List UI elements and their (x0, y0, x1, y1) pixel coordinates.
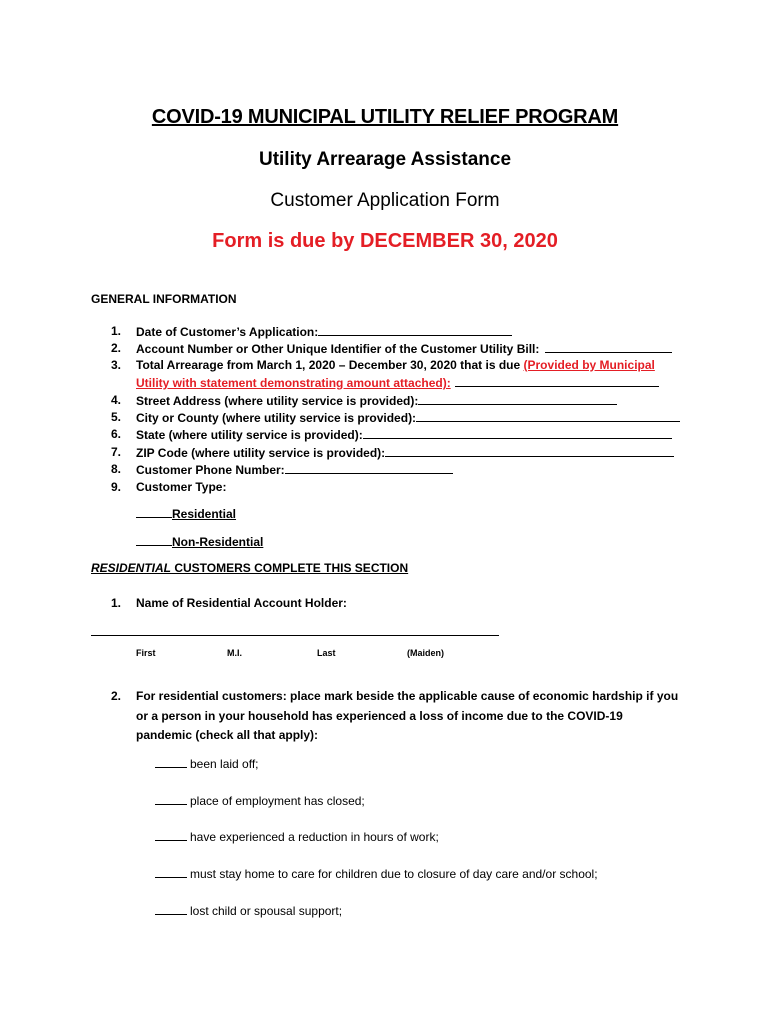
residential-section-heading (91, 561, 408, 575)
hardship-checkbox[interactable] (155, 829, 187, 841)
question-number: 2. (111, 689, 122, 703)
item-number: 2. (111, 341, 122, 355)
account-holder-label: Name of Residential Account Holder: (136, 596, 347, 610)
street-address-blank[interactable] (418, 393, 617, 405)
item-number: 4. (111, 393, 122, 407)
zip-code-blank[interactable] (385, 445, 674, 457)
hardship-option[interactable] (155, 793, 365, 808)
name-part-maiden: (Maiden) (407, 648, 444, 658)
residential-type-option[interactable] (136, 506, 236, 521)
program-title: COVID-19 MUNICIPAL UTILITY RELIEF PROGRAM (151, 106, 619, 128)
account-number-field[interactable] (136, 341, 672, 356)
application-date-field[interactable] (136, 324, 512, 339)
item-number: 7. (111, 445, 122, 459)
hardship-checkbox[interactable] (155, 793, 187, 805)
item-number: 9. (111, 480, 122, 494)
form-name: Customer Application Form (270, 190, 500, 211)
zip-code-field[interactable] (136, 445, 674, 460)
phone-number-field[interactable] (136, 462, 453, 477)
program-subtitle: Utility Arrearage Assistance (258, 149, 512, 170)
residential-type-label: Residential (172, 507, 237, 521)
name-part-last: Last (317, 648, 336, 658)
account-holder-name-line[interactable] (91, 635, 499, 636)
customer-type-label: Customer Type: (136, 480, 227, 494)
non-residential-type-label: Non-Residential (172, 535, 264, 549)
item-label: City or County (where utility service is provided): (136, 411, 417, 425)
item-number: 8. (111, 462, 122, 476)
total-arrearage-blank[interactable] (455, 375, 659, 387)
item-number: 1. (111, 324, 122, 338)
name-part-mi: M.I. (227, 648, 242, 658)
item-label: Customer Phone Number: (136, 463, 285, 477)
hardship-checkbox[interactable] (155, 866, 187, 878)
item-label: State (where utility service is provided): (136, 428, 363, 442)
name-part-first: First (136, 648, 156, 658)
due-date-notice: Form is due by DECEMBER 30, 2020 (212, 230, 558, 252)
application-date-blank[interactable] (318, 324, 512, 336)
hardship-question-line1: For residential customers: place mark beside the applicable cause of economic hardship if you (136, 689, 679, 703)
item-label: Street Address (where utility service is provided): (136, 394, 419, 408)
item-number: 6. (111, 427, 122, 441)
residential-heading-rest: CUSTOMERS COMPLETE THIS SECTION (171, 561, 409, 575)
street-address-field[interactable] (136, 393, 617, 408)
hardship-option[interactable] (155, 903, 342, 918)
residential-emphasis: RESIDENTIAL (91, 561, 172, 575)
question-number: 1. (111, 596, 122, 610)
item-label: ZIP Code (where utility service is provided): (136, 446, 386, 460)
item-label: Account Number or Other Unique Identifier of the Customer Utility Bill: (136, 342, 540, 356)
hardship-label: have experienced a reduction in hours of work; (190, 830, 439, 844)
hardship-checkbox[interactable] (155, 903, 187, 915)
item-number: 5. (111, 410, 122, 424)
state-field[interactable] (136, 427, 672, 442)
city-county-blank[interactable] (416, 410, 680, 422)
phone-number-blank[interactable] (285, 462, 453, 474)
municipal-note-line2: Utility with statement demonstrating amount attached): (136, 376, 451, 390)
hardship-label: lost child or spousal support; (190, 904, 343, 918)
non-residential-type-checkbox[interactable] (136, 534, 172, 546)
hardship-label: must stay home to care for children due to closure of day care and/or school; (190, 867, 598, 881)
account-number-blank[interactable] (545, 341, 672, 353)
item-label: Date of Customer’s Application: (136, 325, 319, 339)
total-arrearage-field-cont[interactable] (136, 375, 659, 390)
hardship-option[interactable] (155, 829, 439, 844)
state-blank[interactable] (363, 427, 672, 439)
hardship-option[interactable] (155, 756, 259, 771)
total-arrearage-field[interactable] (136, 358, 655, 372)
residential-type-checkbox[interactable] (136, 506, 172, 518)
non-residential-type-option[interactable] (136, 534, 263, 549)
hardship-question-line2: or a person in your household has experienced a loss of income due to the COVID-19 (136, 709, 623, 723)
item-label: Total Arrearage from March 1, 2020 – December 30, 2020 that is due (136, 358, 524, 372)
city-county-field[interactable] (136, 410, 680, 425)
item-number: 3. (111, 358, 122, 372)
hardship-question-line3: pandemic (check all that apply): (136, 728, 319, 742)
hardship-label: been laid off; (190, 757, 259, 771)
hardship-label: place of employment has closed; (190, 794, 365, 808)
hardship-option[interactable] (155, 866, 598, 881)
hardship-checkbox[interactable] (155, 756, 187, 768)
municipal-note-line1: (Provided by Municipal (523, 358, 655, 372)
general-information-heading: GENERAL INFORMATION (91, 292, 237, 306)
